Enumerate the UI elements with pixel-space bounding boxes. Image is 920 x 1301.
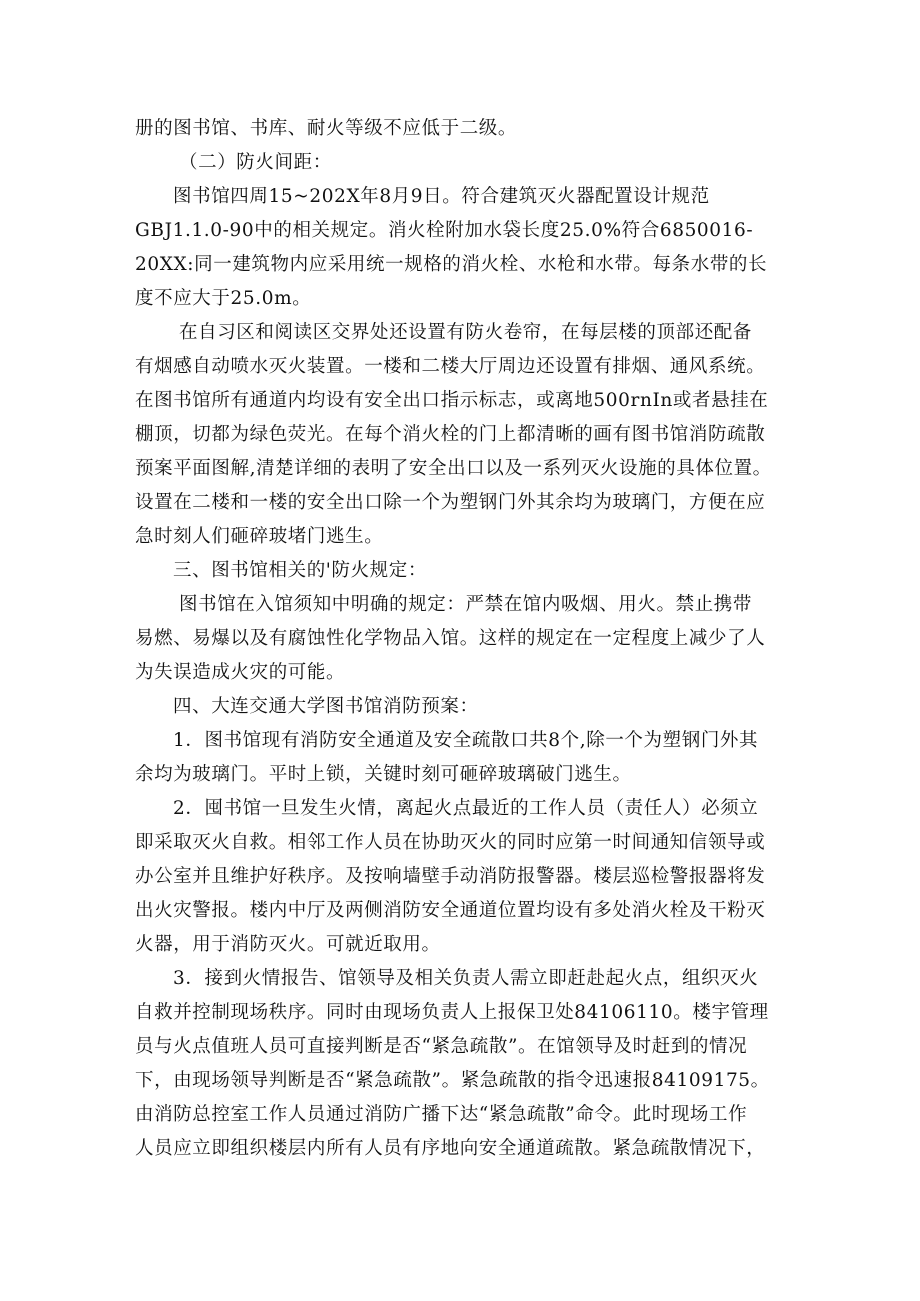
text-line: 易燃、易爆以及有腐蚀性化学物品入馆。这样的规定在一定程度上减少了人 xyxy=(135,628,766,649)
text-line: 预案平面图解,清楚详细的表明了安全出口以及一系列灭火设施的具体位置。 xyxy=(135,458,772,479)
text-line: 自救并控制现场秩序。同时由现场负责人上报保卫处84106110。楼宇管理 xyxy=(135,1002,769,1023)
text-line: 20XX:同一建筑物内应采用统一规格的消火栓、水枪和水带。每条水带的长 xyxy=(135,254,768,275)
section-heading-fire-rules: 三、图书馆相关的'防火规定： xyxy=(173,560,427,581)
text-line: 人员应立即组织楼层内所有人员有序地向安全通道疏散。紧急疏散情况下， xyxy=(135,1138,766,1159)
list-item-2: 2．囤书馆一旦发生火情，离起火点最近的工作人员（责任人）必须立 xyxy=(173,798,759,819)
list-item-3: 3．接到火情报告、馆领导及相关负责人需立即赶赴起火点，组织灭火 xyxy=(173,968,759,989)
text-line: 员与火点值班人员可直接判断是否“紧急疏散”。在馆领导及时赶到的情况 xyxy=(135,1036,748,1057)
text-line: 下，由现场领导判断是否“紧急疏散”。紧急疏散的指令迅速报84109175。 xyxy=(135,1070,770,1091)
text-line: 急时刻人们砸碎玻堵门逃生。 xyxy=(135,526,384,547)
text-line: 棚顶，切都为绿色荧光。在每个消火栓的门上都清晰的画有图书馆消防疏散 xyxy=(135,424,766,445)
text-line: 在自习区和阅读区交界处还设置有防火卷帘，在每层楼的顶部还配备 xyxy=(179,322,753,343)
text-line: 为失误造成火灾的可能。 xyxy=(135,662,346,683)
text-line: 出火灾警报。楼内中厅及两侧消防安全通道位置均设有多处消火栓及干粉灭 xyxy=(135,900,766,921)
text-line: 办公室并且维护好秩序。及按响墙壁手动消防报警器。楼层巡检警报器将发 xyxy=(135,866,766,887)
list-item-1: 1．图书馆现有消防安全通道及安全疏散口共8个,除一个为塑钢门外其 xyxy=(173,730,759,751)
text-line: 余均为玻璃门。平时上锁，关键时刻可砸碎玻璃破门逃生。 xyxy=(135,764,632,785)
text-line: GBJ1.1.0-90中的相关规定。消火栓附加水袋长度25.0%符合6850016- xyxy=(135,220,754,241)
text-line: 图书馆四周15~202X年8月9日。符合建筑灭火器配置设计规范 xyxy=(173,186,710,207)
text-line: 图书馆在入馆须知中明确的规定：严禁在馆内吸烟、用火。禁止携带 xyxy=(179,594,753,615)
text-line: 度不应大于25.0m。 xyxy=(135,288,312,309)
text-line: 有烟感自动喷水灭火装置。一楼和二楼大厅周边还设置有排烟、通风系统。 xyxy=(135,356,766,377)
section-heading-fire-separation: （二）防火间距： xyxy=(179,152,332,173)
text-line: 由消防总控室工作人员通过消防广播下达“紧急疏散”命令。此时现场工作 xyxy=(135,1104,748,1125)
text-line: 火器，用于消防灭火。可就近取用。 xyxy=(135,934,441,955)
text-line: 在图书馆所有通道内均设有安全出口指示标志，或离地500rnIn或者悬挂在 xyxy=(135,390,769,411)
text-line: 册的图书馆、书库、耐火等级不应低于二级。 xyxy=(135,118,518,139)
text-line: 即采取灭火自救。相邻工作人员在协助灭火的同时应第一时间通知信领导或 xyxy=(135,832,766,853)
section-heading-fire-plan: 四、大连交通大学图书馆消防预案： xyxy=(173,696,479,717)
text-line: 设置在二楼和一楼的安全出口除一个为塑钢门外其余均为玻璃门，方便在应 xyxy=(135,492,766,513)
